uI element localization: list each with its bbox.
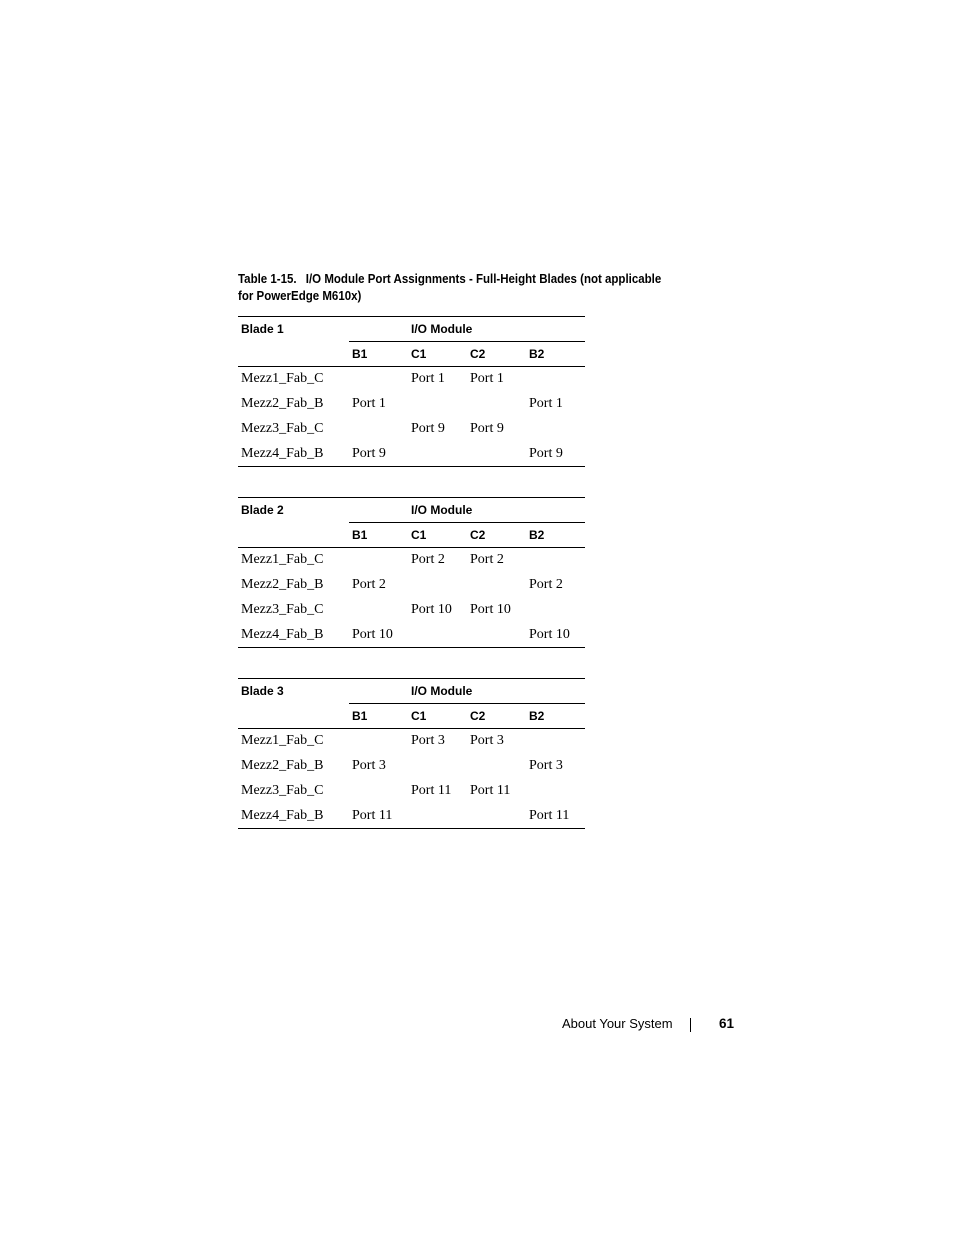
- footer-divider: [690, 1018, 691, 1032]
- blade-1-table: [238, 316, 585, 467]
- cell: [408, 803, 467, 828]
- cell: [467, 573, 526, 598]
- cell: [349, 417, 408, 442]
- column-header: C2: [467, 342, 526, 367]
- cell: Port 11: [526, 803, 585, 828]
- row-label: Mezz4_Fab_B: [238, 622, 349, 647]
- table-row: [238, 598, 585, 623]
- cell: [526, 367, 585, 392]
- cell: Port 10: [349, 622, 408, 647]
- table-row: [238, 779, 585, 804]
- empty-header: [238, 523, 349, 548]
- cell: [467, 622, 526, 647]
- column-header: C2: [467, 704, 526, 729]
- table-row: [238, 573, 585, 598]
- cell: Port 2: [352, 577, 386, 593]
- cell: [408, 573, 467, 598]
- cell: [349, 598, 408, 623]
- cell: Port 1: [411, 371, 445, 387]
- blade-2-table: [238, 497, 585, 648]
- cell: [349, 367, 408, 392]
- cell: Port 9: [526, 441, 585, 466]
- cell: [349, 779, 408, 804]
- cell: [408, 392, 467, 417]
- table-row: [238, 367, 585, 392]
- cell: [526, 598, 585, 623]
- cell: Port 11: [349, 803, 408, 828]
- cell: [526, 417, 585, 442]
- row-label: Mezz2_Fab_B: [241, 758, 324, 774]
- cell: [467, 441, 526, 466]
- cell: Port 1: [470, 371, 504, 387]
- row-label: Mezz3_Fab_C: [241, 420, 324, 436]
- cell: Port 1: [352, 396, 386, 412]
- cell: Port 11: [411, 782, 452, 798]
- row-label: Mezz4_Fab_B: [238, 441, 349, 466]
- column-header: B1: [349, 704, 408, 729]
- blade-label: Blade 3: [238, 679, 349, 704]
- table-row: [238, 441, 585, 466]
- cell: [467, 754, 526, 779]
- column-header: B1: [349, 342, 408, 367]
- cell: [349, 729, 408, 754]
- table-row: [238, 729, 585, 754]
- row-label: Mezz3_Fab_C: [241, 601, 324, 617]
- cell: [408, 754, 467, 779]
- cell: [408, 441, 467, 466]
- row-label: Mezz2_Fab_B: [241, 577, 324, 593]
- cell: [349, 548, 408, 573]
- column-header: B2: [526, 704, 585, 729]
- table-row: [238, 417, 585, 442]
- cell: Port 1: [529, 396, 563, 412]
- cell: [467, 392, 526, 417]
- io-module-header: I/O Module: [349, 679, 585, 704]
- cell: [526, 548, 585, 573]
- column-header: C1: [408, 704, 467, 729]
- cell: Port 11: [470, 782, 511, 798]
- row-label: Mezz1_Fab_C: [241, 552, 324, 568]
- cell: Port 3: [470, 733, 504, 749]
- empty-header: [238, 704, 349, 729]
- cell: Port 10: [470, 601, 511, 617]
- page-number: 61: [719, 1016, 735, 1031]
- row-label: Mezz1_Fab_C: [241, 371, 324, 387]
- cell: Port 9: [470, 420, 504, 436]
- cell: Port 2: [411, 552, 445, 568]
- cell: Port 2: [470, 552, 504, 568]
- table-number: Table 1-15.: [238, 272, 297, 286]
- column-header: C1: [408, 342, 467, 367]
- row-label: Mezz3_Fab_C: [241, 782, 324, 798]
- table-row: [238, 392, 585, 417]
- row-label: Mezz2_Fab_B: [241, 396, 324, 412]
- cell: Port 9: [349, 441, 408, 466]
- row-label: Mezz4_Fab_B: [238, 803, 349, 828]
- footer-section-title: About Your System: [562, 1016, 673, 1031]
- cell: Port 10: [526, 622, 585, 647]
- row-label: Mezz1_Fab_C: [241, 733, 324, 749]
- cell: [526, 729, 585, 754]
- cell: Port 10: [411, 601, 452, 617]
- cell: Port 9: [411, 420, 445, 436]
- cell: [408, 622, 467, 647]
- column-header: B2: [526, 342, 585, 367]
- blade-3-table: [238, 678, 585, 829]
- table-row: [238, 548, 585, 573]
- io-module-header: I/O Module: [349, 498, 585, 523]
- column-header: C2: [467, 523, 526, 548]
- column-header: B1: [349, 523, 408, 548]
- cell: Port 3: [352, 758, 386, 774]
- io-module-header: I/O Module: [349, 317, 585, 342]
- table-row: [238, 754, 585, 779]
- column-header: B2: [526, 523, 585, 548]
- blade-label: Blade 1: [238, 317, 349, 342]
- blade-label: Blade 2: [238, 498, 349, 523]
- table-title: I/O Module Port Assignments - Full-Height Blades (not applicable for PowerEdge M610x): [238, 272, 662, 303]
- table-row: [238, 803, 585, 828]
- cell: Port 2: [529, 577, 563, 593]
- cell: [467, 803, 526, 828]
- column-header: C1: [408, 523, 467, 548]
- cell: Port 3: [529, 758, 563, 774]
- table-caption: [238, 271, 680, 305]
- empty-header: [238, 342, 349, 367]
- cell: Port 3: [411, 733, 445, 749]
- table-row: [238, 622, 585, 647]
- cell: [526, 779, 585, 804]
